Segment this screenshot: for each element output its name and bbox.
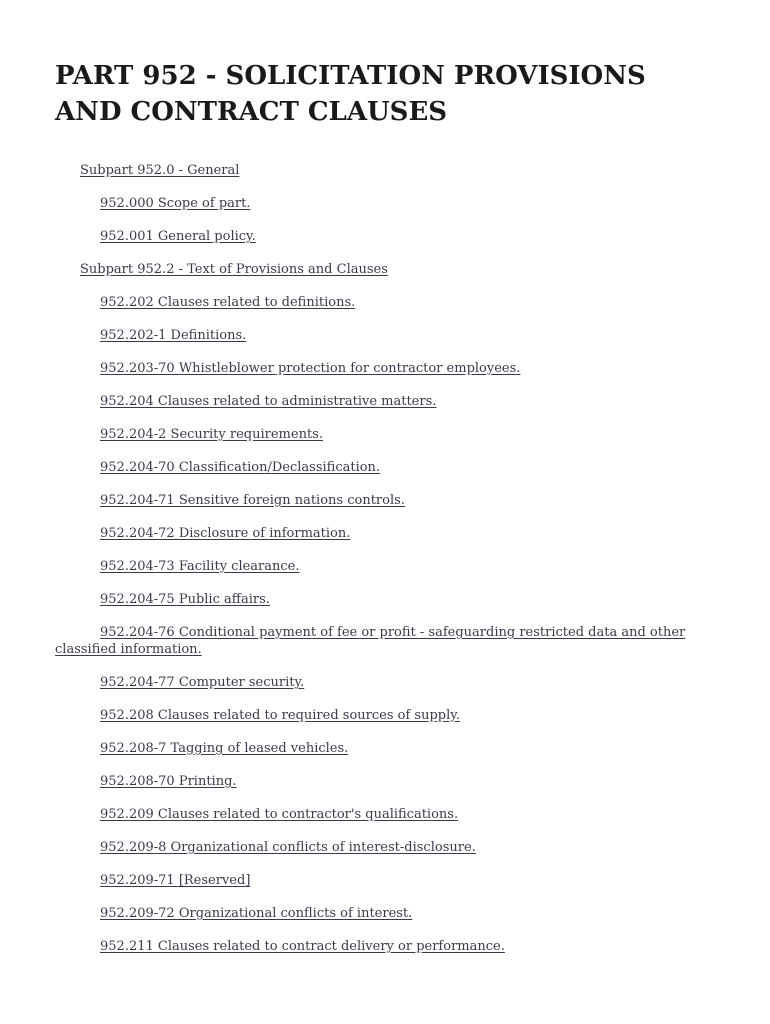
- toc-item: [55, 294, 695, 311]
- toc-link[interactable]: 952.202 Clauses related to definitions.: [100, 295, 356, 310]
- toc-link[interactable]: 952.209 Clauses related to contractor's qualifications.: [100, 807, 459, 822]
- toc-item: [55, 872, 695, 889]
- toc-link[interactable]: 952.209-8 Organizational conflicts of interest-disclosure.: [100, 840, 476, 855]
- toc-link[interactable]: 952.208-7 Tagging of leased vehicles.: [100, 741, 349, 756]
- toc-item: [55, 624, 695, 658]
- toc-item: [55, 558, 695, 575]
- page-title: PART 952 - SOLICITATION PROVISIONS AND CONTRACT CLAUSES: [55, 61, 646, 127]
- toc-item-subpart-952-0: [55, 162, 695, 179]
- toc-item: [55, 393, 695, 410]
- toc-item: [55, 938, 695, 955]
- toc-link[interactable]: 952.203-70 Whistleblower protection for contractor employees.: [100, 361, 521, 376]
- toc-item: [55, 459, 695, 476]
- toc-item: [55, 360, 695, 377]
- toc-link[interactable]: 952.204-2 Security requirements.: [100, 427, 323, 442]
- toc-item: [55, 426, 695, 443]
- toc-link[interactable]: 952.204-73 Facility clearance.: [100, 559, 300, 574]
- toc-item: [55, 228, 695, 245]
- toc-item: [55, 525, 695, 542]
- toc-link[interactable]: 952.204-77 Computer security.: [100, 675, 305, 690]
- toc-link[interactable]: 952.000 Scope of part.: [100, 196, 251, 211]
- toc-item: [55, 905, 695, 922]
- toc-link[interactable]: 952.204-76 Conditional payment of fee or profit - safeguarding restricted data and other classified information.: [55, 625, 686, 657]
- toc-link[interactable]: 952.204-70 Classification/Declassification.: [100, 460, 381, 475]
- toc-item: [55, 327, 695, 344]
- toc-link[interactable]: 952.204-72 Disclosure of information.: [100, 526, 351, 541]
- toc-link[interactable]: 952.202-1 Definitions.: [100, 328, 247, 343]
- toc-link[interactable]: 952.211 Clauses related to contract delivery or performance.: [100, 939, 505, 954]
- toc-item: [55, 707, 695, 724]
- toc-item: [55, 492, 695, 509]
- toc-link[interactable]: 952.208 Clauses related to required sources of supply.: [100, 708, 461, 723]
- toc-link[interactable]: 952.204-75 Public affairs.: [100, 592, 270, 607]
- toc-item: [55, 591, 695, 608]
- toc-link[interactable]: 952.001 General policy.: [100, 229, 256, 244]
- toc-link[interactable]: 952.209-71 [Reserved]: [100, 873, 251, 888]
- toc-item: [55, 674, 695, 691]
- toc-item: [55, 195, 695, 212]
- toc-link[interactable]: 952.204-71 Sensitive foreign nations controls.: [100, 493, 405, 508]
- toc-link[interactable]: 952.204 Clauses related to administrative matters.: [100, 394, 437, 409]
- toc-item: [55, 740, 695, 757]
- table-of-contents: [55, 162, 695, 955]
- toc-link[interactable]: 952.208-70 Printing.: [100, 774, 237, 789]
- document-page: [55, 58, 695, 971]
- toc-link[interactable]: 952.209-72 Organizational conflicts of interest.: [100, 906, 413, 921]
- toc-item: [55, 806, 695, 823]
- toc-item: [55, 839, 695, 856]
- toc-item: [55, 773, 695, 790]
- toc-link[interactable]: Subpart 952.0 - General: [80, 163, 240, 178]
- toc-link[interactable]: Subpart 952.2 - Text of Provisions and Clauses: [80, 262, 388, 277]
- toc-item-subpart-952-2: [55, 261, 695, 278]
